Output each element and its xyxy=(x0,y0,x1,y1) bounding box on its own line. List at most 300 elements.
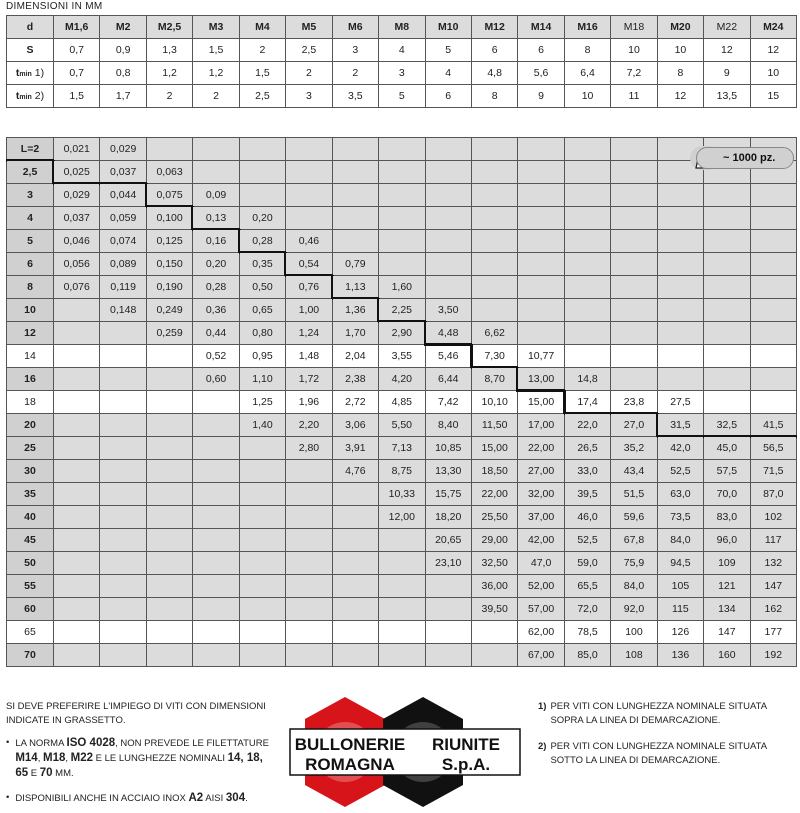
table-cell: 2,38 xyxy=(332,368,378,391)
table-cell xyxy=(657,322,703,345)
table-cell xyxy=(239,138,285,161)
table-cell: 2 xyxy=(286,62,332,85)
table-cell: 0,36 xyxy=(193,299,239,322)
length-label: 65 xyxy=(7,621,54,644)
table-cell: 0,259 xyxy=(146,322,192,345)
table-cell xyxy=(704,299,750,322)
table-cell: 22,00 xyxy=(518,437,564,460)
table-cell xyxy=(611,368,657,391)
note-bold: M22 xyxy=(70,752,94,764)
table-cell: 117 xyxy=(750,529,796,552)
note-text: LA NORMA xyxy=(15,738,67,749)
table-cell xyxy=(425,230,471,253)
table-cell xyxy=(425,207,471,230)
table-cell xyxy=(518,230,564,253)
table-cell xyxy=(332,552,378,575)
note-bold: 14, 18, 65 xyxy=(15,752,263,779)
table-cell: 0,029 xyxy=(100,138,146,161)
size-header: M10 xyxy=(425,16,471,39)
table-cell xyxy=(54,621,100,644)
table-cell: 6 xyxy=(425,85,471,108)
table-cell: 10 xyxy=(564,85,610,108)
table-cell: 59,6 xyxy=(611,506,657,529)
length-label: 60 xyxy=(7,598,54,621)
table-cell xyxy=(54,644,100,667)
table-cell: 0,7 xyxy=(54,62,100,85)
table-cell: 10 xyxy=(750,62,796,85)
table-cell: 52,5 xyxy=(657,460,703,483)
table-cell: 15,00 xyxy=(471,437,517,460)
table-cell: 4,48 xyxy=(425,322,471,345)
table-cell xyxy=(100,460,146,483)
table-cell: 126 xyxy=(657,621,703,644)
table-cell: 11 xyxy=(611,85,657,108)
table-cell: 100 xyxy=(611,621,657,644)
label-sub: min xyxy=(19,94,32,101)
table-row xyxy=(7,552,797,575)
table-cell: 9 xyxy=(704,62,750,85)
table-cell: 41,5 xyxy=(750,414,796,437)
table-cell xyxy=(239,552,285,575)
table-cell: 8 xyxy=(564,39,610,62)
table-cell xyxy=(379,552,425,575)
table-cell: 5,6 xyxy=(518,62,564,85)
table-cell xyxy=(657,207,703,230)
table-cell: 42,00 xyxy=(518,529,564,552)
logo-text: ROMAGNA xyxy=(305,755,395,774)
table-cell xyxy=(100,552,146,575)
table-cell xyxy=(286,575,332,598)
table-cell xyxy=(704,345,750,368)
table-cell: 15 xyxy=(750,85,796,108)
table-cell xyxy=(332,621,378,644)
table-cell: 0,16 xyxy=(193,230,239,253)
table-cell: 13,5 xyxy=(704,85,750,108)
notes-right xyxy=(538,700,798,780)
row-label xyxy=(7,62,54,85)
table-cell xyxy=(704,184,750,207)
table-cell xyxy=(750,368,796,391)
table-cell: 47,0 xyxy=(518,552,564,575)
table-cell xyxy=(332,230,378,253)
table-cell xyxy=(146,575,192,598)
table-cell: 7,2 xyxy=(611,62,657,85)
table-cell xyxy=(193,644,239,667)
table-cell: 6,44 xyxy=(425,368,471,391)
table-cell: 3 xyxy=(379,62,425,85)
table-cell: 10 xyxy=(657,39,703,62)
table-cell xyxy=(425,575,471,598)
table-cell xyxy=(750,276,796,299)
table-cell xyxy=(239,506,285,529)
dimensions-table xyxy=(6,15,797,108)
table-cell: 4 xyxy=(379,39,425,62)
table-row xyxy=(7,483,797,506)
company-logo xyxy=(280,693,530,811)
table-cell: 3,91 xyxy=(332,437,378,460)
table-cell: 39,50 xyxy=(471,598,517,621)
table-cell: 3,55 xyxy=(379,345,425,368)
row-label xyxy=(7,85,54,108)
table-cell: 29,00 xyxy=(471,529,517,552)
table-cell: 9 xyxy=(518,85,564,108)
table-cell: 2 xyxy=(332,62,378,85)
size-header: M18 xyxy=(611,16,657,39)
table-row xyxy=(7,161,797,184)
table-cell xyxy=(564,345,610,368)
table-cell: 10,10 xyxy=(471,391,517,414)
table-cell: 1,7 xyxy=(100,85,146,108)
table-cell: 83,0 xyxy=(704,506,750,529)
table-cell: 57,5 xyxy=(704,460,750,483)
table-cell: 35,2 xyxy=(611,437,657,460)
footnote-number: 1) xyxy=(538,701,547,712)
table-cell: 87,0 xyxy=(750,483,796,506)
table-row xyxy=(7,184,797,207)
table-cell xyxy=(518,207,564,230)
table-cell: 13,30 xyxy=(425,460,471,483)
table-cell xyxy=(193,483,239,506)
table-cell: 0,60 xyxy=(193,368,239,391)
table-cell: 1,5 xyxy=(193,39,239,62)
bullet-icon: • xyxy=(6,792,10,803)
table-cell: 17,00 xyxy=(518,414,564,437)
table-cell: 0,76 xyxy=(286,276,332,299)
table-cell xyxy=(286,598,332,621)
table-cell xyxy=(564,299,610,322)
table-cell xyxy=(239,644,285,667)
table-cell: 92,0 xyxy=(611,598,657,621)
table-cell xyxy=(286,552,332,575)
length-label: 16 xyxy=(7,368,54,391)
table-row xyxy=(7,414,797,437)
table-cell: 0,44 xyxy=(193,322,239,345)
table-cell: 0,65 xyxy=(239,299,285,322)
table-cell: 160 xyxy=(704,644,750,667)
table-cell: 102 xyxy=(750,506,796,529)
table-cell: 0,54 xyxy=(286,253,332,276)
table-cell: 25,50 xyxy=(471,506,517,529)
table-cell xyxy=(146,391,192,414)
table-cell xyxy=(379,621,425,644)
table-cell xyxy=(146,552,192,575)
table-cell xyxy=(193,621,239,644)
table-cell xyxy=(425,276,471,299)
table-cell xyxy=(657,230,703,253)
table-cell xyxy=(564,276,610,299)
table-cell xyxy=(146,644,192,667)
table-cell: 52,00 xyxy=(518,575,564,598)
note-bold: A2 xyxy=(188,792,204,804)
table-cell xyxy=(146,368,192,391)
table-row xyxy=(7,345,797,368)
table-cell xyxy=(193,161,239,184)
table-cell xyxy=(286,184,332,207)
table-cell xyxy=(286,207,332,230)
table-cell: 43,4 xyxy=(611,460,657,483)
table-cell: 3,5 xyxy=(332,85,378,108)
table-cell: 22,0 xyxy=(564,414,610,437)
table-row xyxy=(7,138,797,161)
table-cell: 12 xyxy=(704,39,750,62)
table-cell: 1,5 xyxy=(239,62,285,85)
footnote-number: 2) xyxy=(538,741,547,752)
table-cell: 71,5 xyxy=(750,460,796,483)
table-cell: 73,5 xyxy=(657,506,703,529)
table-cell: 0,037 xyxy=(54,207,100,230)
table-cell: 134 xyxy=(704,598,750,621)
table-cell: 32,50 xyxy=(471,552,517,575)
table-cell: 1,36 xyxy=(332,299,378,322)
table-cell xyxy=(379,598,425,621)
table-cell xyxy=(611,230,657,253)
table-cell: 52,5 xyxy=(564,529,610,552)
table-cell: 1,72 xyxy=(286,368,332,391)
table-row xyxy=(7,506,797,529)
table-cell xyxy=(54,414,100,437)
table-cell: 10 xyxy=(611,39,657,62)
table-cell: 7,13 xyxy=(379,437,425,460)
table-cell: 147 xyxy=(750,575,796,598)
length-label: 6 xyxy=(7,253,54,276)
table-cell: 14,8 xyxy=(564,368,610,391)
table-cell: 27,5 xyxy=(657,391,703,414)
table-cell: 72,0 xyxy=(564,598,610,621)
label-main: t xyxy=(15,67,20,79)
table-cell: 0,52 xyxy=(193,345,239,368)
table-cell xyxy=(657,184,703,207)
table-cell: 23,8 xyxy=(611,391,657,414)
table-cell: 39,5 xyxy=(564,483,610,506)
table-cell: 17,4 xyxy=(564,391,610,414)
length-label: 5 xyxy=(7,230,54,253)
table-cell: 7,42 xyxy=(425,391,471,414)
table-cell: 59,0 xyxy=(564,552,610,575)
table-cell: 5 xyxy=(425,39,471,62)
table-cell xyxy=(193,138,239,161)
weight-badge-label: ~ 1000 pz. xyxy=(723,152,776,164)
note-bold: M14 xyxy=(15,752,38,764)
table-cell xyxy=(286,138,332,161)
table-cell xyxy=(239,437,285,460)
table-cell: 1,5 xyxy=(54,85,100,108)
table-cell xyxy=(332,184,378,207)
table-cell xyxy=(750,322,796,345)
table-cell xyxy=(518,253,564,276)
footnote-2 xyxy=(538,740,798,768)
note-text: DISPONIBILI ANCHE IN ACCIAIO INOX xyxy=(15,793,189,804)
table-cell: 78,5 xyxy=(564,621,610,644)
table-row xyxy=(7,460,797,483)
table-cell xyxy=(193,506,239,529)
table-cell: 15,00 xyxy=(518,391,564,414)
table-cell: 8 xyxy=(471,85,517,108)
table-cell: 0,9 xyxy=(100,39,146,62)
table-cell xyxy=(286,506,332,529)
table-cell: 132 xyxy=(750,552,796,575)
table-cell xyxy=(332,529,378,552)
table-cell xyxy=(54,483,100,506)
length-label: 12 xyxy=(7,322,54,345)
table-row xyxy=(7,276,797,299)
table-cell xyxy=(425,598,471,621)
table-cell: 8,40 xyxy=(425,414,471,437)
table-row xyxy=(7,575,797,598)
table-cell xyxy=(657,345,703,368)
table-cell xyxy=(657,253,703,276)
note-text: , NON PREVEDE LE FILETTATURE xyxy=(115,738,269,749)
notes-left xyxy=(6,700,271,813)
table-cell: 26,5 xyxy=(564,437,610,460)
table-cell xyxy=(564,138,610,161)
table-cell xyxy=(146,460,192,483)
table-cell xyxy=(518,138,564,161)
table-cell xyxy=(193,437,239,460)
table-cell: 0,79 xyxy=(332,253,378,276)
row-label: S xyxy=(7,39,54,62)
table-cell: 8 xyxy=(657,62,703,85)
table-cell: 6 xyxy=(471,39,517,62)
weight-badge xyxy=(696,147,794,169)
table-cell: 13,00 xyxy=(518,368,564,391)
table-cell xyxy=(704,276,750,299)
table-cell: 85,0 xyxy=(564,644,610,667)
table-cell: 10,85 xyxy=(425,437,471,460)
table-cell xyxy=(379,138,425,161)
table-cell xyxy=(704,391,750,414)
table-cell xyxy=(54,299,100,322)
table-cell: 12 xyxy=(750,39,796,62)
length-label: 18 xyxy=(7,391,54,414)
table-cell: 0,119 xyxy=(100,276,146,299)
length-label: 45 xyxy=(7,529,54,552)
table-cell: 42,0 xyxy=(657,437,703,460)
table-cell xyxy=(193,529,239,552)
table-cell xyxy=(239,621,285,644)
table-cell: 51,5 xyxy=(611,483,657,506)
table-cell: 0,95 xyxy=(239,345,285,368)
table-cell xyxy=(100,575,146,598)
table-cell xyxy=(239,184,285,207)
table-cell: 32,00 xyxy=(518,483,564,506)
table-cell: 96,0 xyxy=(704,529,750,552)
length-label: 14 xyxy=(7,345,54,368)
table-cell: 84,0 xyxy=(611,575,657,598)
table-cell: 0,28 xyxy=(239,230,285,253)
length-label: 35 xyxy=(7,483,54,506)
length-label: 50 xyxy=(7,552,54,575)
table-cell xyxy=(750,184,796,207)
table-cell: 1,3 xyxy=(146,39,192,62)
table-cell: 84,0 xyxy=(657,529,703,552)
length-label: 20 xyxy=(7,414,54,437)
table-row xyxy=(7,437,797,460)
table-cell xyxy=(471,207,517,230)
table-cell xyxy=(611,345,657,368)
table-cell: 192 xyxy=(750,644,796,667)
table-cell xyxy=(332,483,378,506)
table-cell xyxy=(471,299,517,322)
table-cell: 37,00 xyxy=(518,506,564,529)
table-cell xyxy=(54,575,100,598)
table-cell: 1,25 xyxy=(239,391,285,414)
note-text: E xyxy=(28,768,40,779)
table-cell xyxy=(379,644,425,667)
table-cell: 0,28 xyxy=(193,276,239,299)
table-cell: 8,70 xyxy=(471,368,517,391)
length-label: 2,5 xyxy=(7,161,54,184)
note-text: , xyxy=(65,753,71,764)
table-cell: 0,089 xyxy=(100,253,146,276)
table-cell xyxy=(146,138,192,161)
table-cell xyxy=(239,460,285,483)
table-cell: 4,76 xyxy=(332,460,378,483)
note-text: . xyxy=(245,793,248,804)
table-cell xyxy=(54,598,100,621)
table-cell xyxy=(379,207,425,230)
table-cell: 1,24 xyxy=(286,322,332,345)
table-cell: 5 xyxy=(379,85,425,108)
table-cell: 23,10 xyxy=(425,552,471,575)
table-cell: 0,021 xyxy=(54,138,100,161)
note-text: , xyxy=(37,753,43,764)
table-cell xyxy=(657,299,703,322)
table-cell: 0,8 xyxy=(100,62,146,85)
table-cell: 1,2 xyxy=(193,62,239,85)
table-cell xyxy=(193,414,239,437)
table-cell xyxy=(425,644,471,667)
table-cell xyxy=(54,322,100,345)
table-cell: 1,10 xyxy=(239,368,285,391)
table-cell: 0,029 xyxy=(54,184,100,207)
table-cell xyxy=(100,414,146,437)
table-cell: 0,09 xyxy=(193,184,239,207)
table-cell xyxy=(611,276,657,299)
table-cell xyxy=(379,575,425,598)
table-cell xyxy=(750,299,796,322)
table-cell: 67,00 xyxy=(518,644,564,667)
length-label: 3 xyxy=(7,184,54,207)
table-cell: 75,9 xyxy=(611,552,657,575)
table-cell: 27,0 xyxy=(611,414,657,437)
table-cell xyxy=(611,207,657,230)
table-cell xyxy=(239,161,285,184)
table-cell: 20,65 xyxy=(425,529,471,552)
table-cell xyxy=(518,322,564,345)
table-cell xyxy=(657,276,703,299)
table-cell: 4,85 xyxy=(379,391,425,414)
table-cell: 109 xyxy=(704,552,750,575)
table-cell: 1,13 xyxy=(332,276,378,299)
size-header: M12 xyxy=(471,16,517,39)
table-row xyxy=(7,299,797,322)
table-cell xyxy=(564,230,610,253)
table-cell xyxy=(146,506,192,529)
table-cell xyxy=(704,253,750,276)
table-cell xyxy=(518,161,564,184)
note-text: MM. xyxy=(52,768,74,779)
table-cell xyxy=(425,253,471,276)
size-header: M4 xyxy=(239,16,285,39)
table-cell: 57,00 xyxy=(518,598,564,621)
table-cell: 6,4 xyxy=(564,62,610,85)
table-cell: 22,00 xyxy=(471,483,517,506)
label-note: 2) xyxy=(31,90,45,102)
table-cell: 162 xyxy=(750,598,796,621)
table-cell xyxy=(100,506,146,529)
table-cell xyxy=(564,207,610,230)
table-cell xyxy=(100,345,146,368)
